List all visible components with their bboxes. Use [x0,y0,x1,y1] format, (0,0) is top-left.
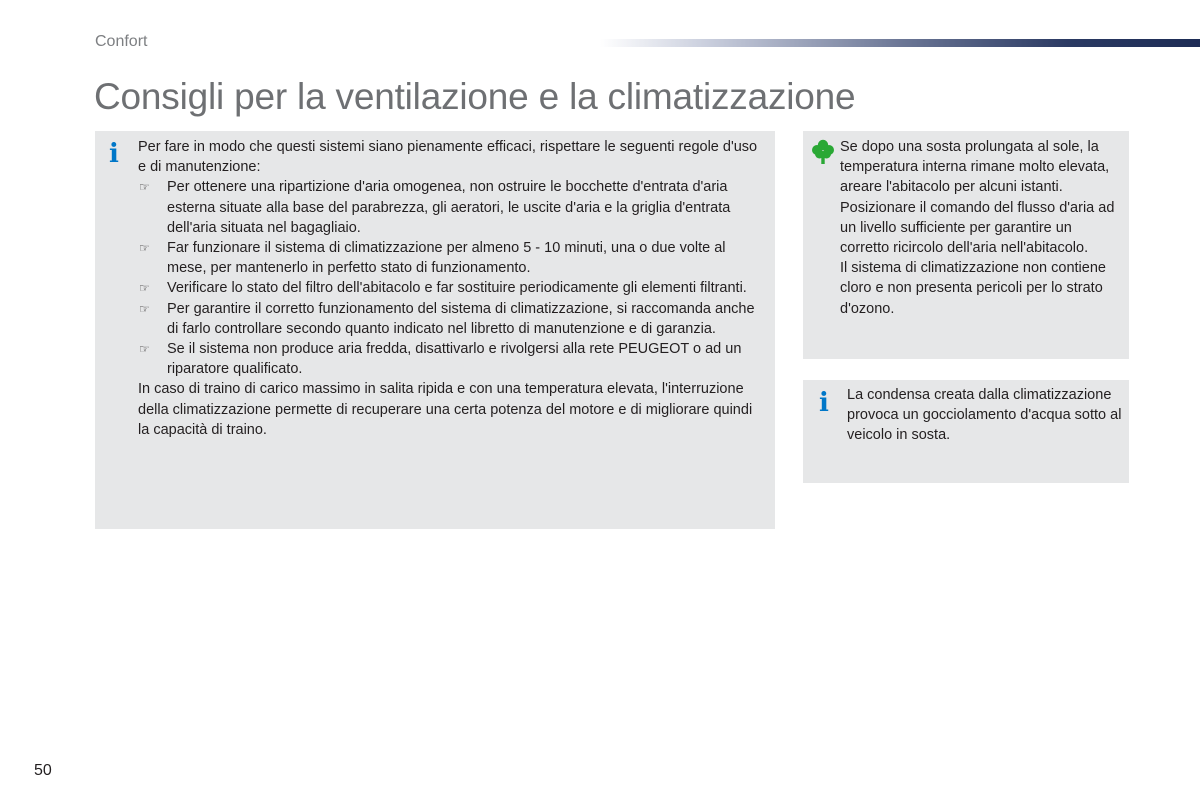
condensation-info-box [803,380,1129,483]
pointing-hand-icon: ☞ [139,281,150,296]
page-number: 50 [34,762,52,779]
list-item-text: Verificare lo stato del filtro dell'abitacolo e far sostituire periodicamente gli elementi filtranti. [167,280,747,297]
main-info-text [138,137,762,440]
page-title: Consigli per la ventilazione e la climatizzazione [94,76,856,117]
eco-tip-box [803,131,1129,359]
list-item-text: Se il sistema non produce aria fredda, disattivarlo e rivolgersi alla rete PEUGEOT o ad un riparatore qualificato. [167,341,742,378]
list-item-text: Per garantire il corretto funzionamento del sistema di climatizzazione, si raccomanda anche di farlo controllare secondo quanto indicato nel libretto di manutenzione e di garanzia. [167,300,755,337]
info-icon: i [109,139,119,169]
eco-tip-text [840,137,1120,319]
condensation-text: La condensa creata dalla climatizzazione provoca un gocciolamento d'acqua sotto al veicolo in sosta. [847,387,1122,444]
pointing-hand-icon: ☞ [139,342,150,357]
eco-paragraph: Posizionare il comando del flusso d'aria ad un livello sufficiente per garantire un corretto ricircolo dell'aria nell'abitacolo. [840,199,1115,257]
main-intro: Per fare in modo che questi sistemi siano pienamente efficaci, rispettare le seguenti regole d'uso e di manutenzione: [138,139,758,176]
eco-paragraph: Se dopo una sosta prolungata al sole, la temperatura interna rimane molto elevata, areare l'abitacolo per alcuni istanti. [840,139,1110,196]
list-item [138,339,762,379]
list-item-text: Far funzionare il sistema di climatizzazione per almeno 5 - 10 minuti, una o due volte al mese, per mantenerlo in perfetto stato di funzionamento. [167,240,726,277]
header-bar [600,39,1200,47]
info-icon: i [819,388,829,418]
list-item [138,278,762,298]
pointing-hand-icon: ☞ [139,180,150,195]
eco-paragraph: Il sistema di climatizzazione non contiene cloro e non presenta pericoli per lo strato d'ozono. [840,260,1106,317]
main-bullets [138,177,762,379]
main-info-box [95,131,775,529]
list-item [138,238,762,278]
pointing-hand-icon: ☞ [139,241,150,256]
section-label: Confort [95,33,148,50]
list-item-text: Per ottenere una ripartizione d'aria omogenea, non ostruire le bocchette d'entrata d'aria esterna situate alla base del parabrezza, gli aeratori, le uscite d'aria e la griglia d'entrata dell'aria situata nel bagagliaio. [167,179,731,236]
list-item [138,299,762,339]
pointing-hand-icon: ☞ [139,301,150,316]
tree-icon [811,139,835,165]
main-closing: In caso di traino di carico massimo in salita ripida e con una temperatura elevata, l'interruzione della climatizzazione permette di recuperare una certa potenza del motore e di migliorare quindi la capacità di traino. [138,381,753,438]
list-item [138,177,762,238]
